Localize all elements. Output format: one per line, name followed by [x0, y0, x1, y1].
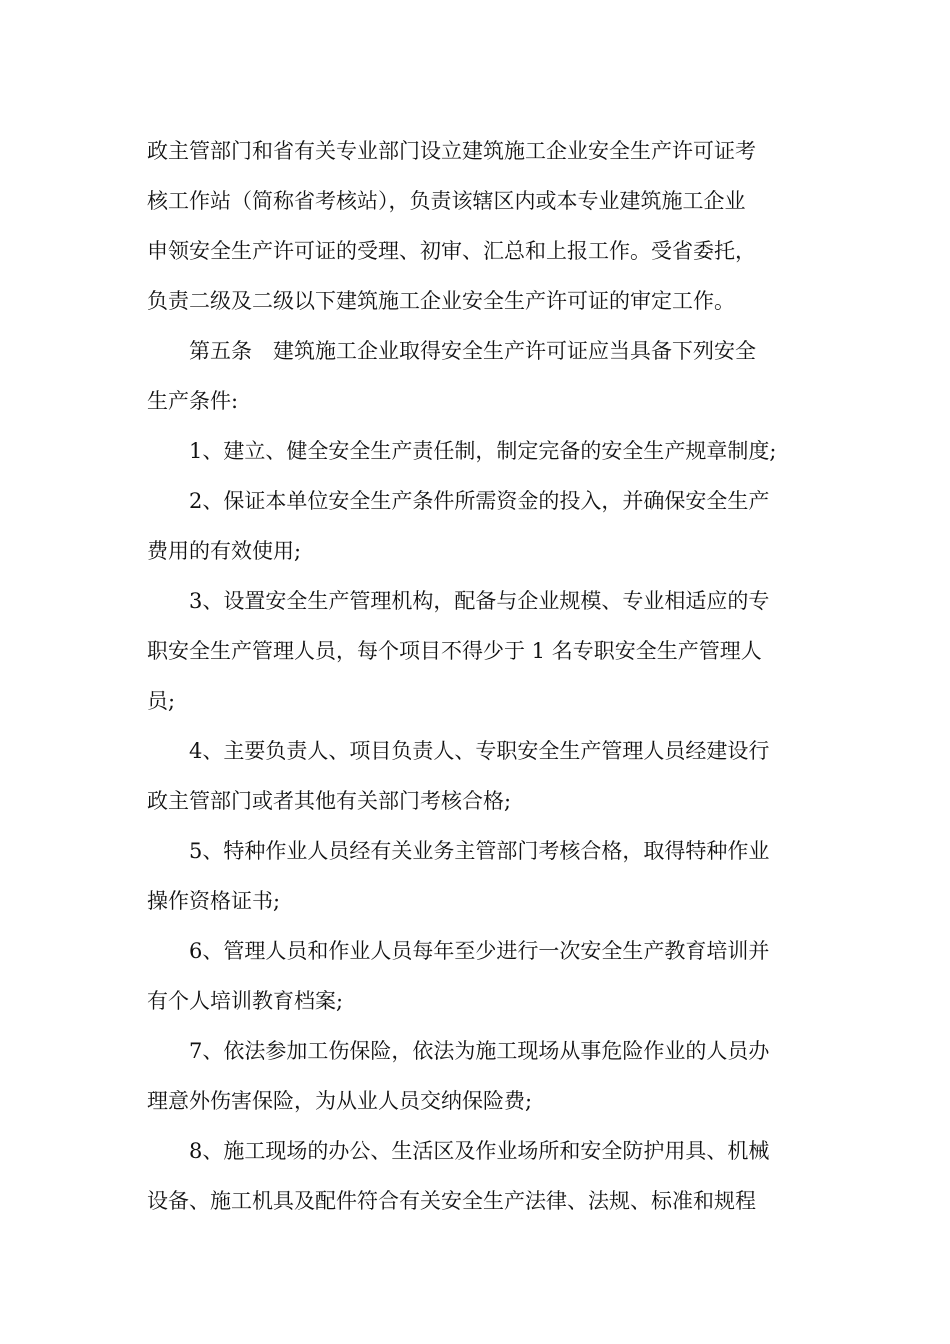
list-item-8: 8、施工现场的办公、生活区及作业场所和安全防护用具、机械 [189, 1139, 770, 1163]
text-line: 理意外伤害保险，为从业人员交纳保险费; [147, 1089, 533, 1113]
text-line: 政主管部门和省有关专业部门设立建筑施工企业安全生产许可证考 [147, 139, 756, 163]
text-line: 费用的有效使用; [147, 539, 302, 563]
text-line: 操作资格证书; [147, 889, 281, 913]
list-item-line [0, 581, 950, 621]
text-line: 员; [147, 689, 176, 713]
list-item-line [0, 731, 950, 771]
paragraph-line [0, 231, 950, 271]
list-item-line [0, 631, 950, 671]
text-line: 生产条件: [147, 389, 239, 413]
list-item-1: 1、建立、健全安全生产责任制，制定完备的安全生产规章制度; [189, 439, 777, 463]
list-item-line [0, 531, 950, 571]
list-item-line [0, 681, 950, 721]
article-five-text: 第五条 建筑施工企业取得安全生产许可证应当具备下列安全 [189, 339, 756, 363]
text-line: 设备、施工机具及配件符合有关安全生产法律、法规、标准和规程 [147, 1189, 756, 1213]
text-line: 申领安全生产许可证的受理、初审、汇总和上报工作。受省委托， [147, 239, 756, 263]
text-line: 核工作站（简称省考核站），负责该辖区内或本专业建筑施工企业 [147, 189, 746, 213]
paragraph-line [0, 131, 950, 171]
list-item-4: 4、主要负责人、项目负责人、专职安全生产管理人员经建设行 [189, 739, 770, 763]
paragraph-line [0, 381, 950, 421]
list-item-line [0, 931, 950, 971]
list-item-5: 5、特种作业人员经有关业务主管部门考核合格，取得特种作业 [189, 839, 770, 863]
list-item-line [0, 881, 950, 921]
text-line: 职安全生产管理人员，每个项目不得少于 1 名专职安全生产管理人 [147, 639, 762, 663]
list-item-7: 7、依法参加工伤保险，依法为施工现场从事危险作业的人员办 [189, 1039, 770, 1063]
text-line: 政主管部门或者其他有关部门考核合格; [147, 789, 512, 813]
paragraph-line [0, 281, 950, 321]
list-item-line [0, 1081, 950, 1121]
list-item-line [0, 831, 950, 871]
list-item-line [0, 431, 950, 471]
list-item-line [0, 781, 950, 821]
list-item-3: 3、设置安全生产管理机构，配备与企业规模、专业相适应的专 [189, 589, 770, 613]
paragraph-line [0, 181, 950, 221]
list-item-line [0, 1181, 950, 1221]
text-line: 有个人培训教育档案; [147, 989, 344, 1013]
text-line: 负责二级及二级以下建筑施工企业安全生产许可证的审定工作。 [147, 289, 735, 313]
list-item-line [0, 481, 950, 521]
list-item-line [0, 981, 950, 1021]
list-item-line [0, 1031, 950, 1071]
article-heading-line [0, 331, 950, 371]
list-item-6: 6、管理人员和作业人员每年至少进行一次安全生产教育培训并 [189, 939, 770, 963]
list-item-2: 2、保证本单位安全生产条件所需资金的投入，并确保安全生产 [189, 489, 770, 513]
list-item-line [0, 1131, 950, 1171]
